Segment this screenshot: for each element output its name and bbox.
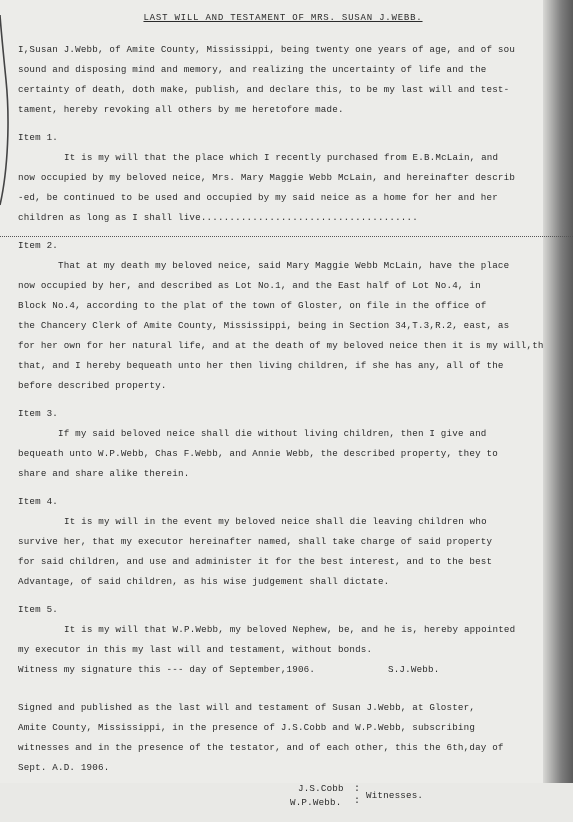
item-line: Block No.4, according to the plat of the town of Gloster, on file in the office of xyxy=(18,300,487,311)
item-5 xyxy=(18,600,548,660)
item-line: It is my will that the place which I recently purchased from E.B.McLain, and xyxy=(64,152,499,163)
witness-bracket: : : xyxy=(354,784,361,807)
attestation-line: witnesses and in the presence of the testator, and of each other, this the 6th,day of xyxy=(18,742,504,753)
attestation-paragraph xyxy=(18,698,548,778)
item-line: bequeath unto W.P.Webb, Chas F.Webb, and Annie Webb, the described property, they to xyxy=(18,448,498,459)
document-title: LAST WILL AND TESTAMENT OF MRS. SUSAN J.WEBB. xyxy=(143,13,423,23)
will-text xyxy=(18,8,548,822)
intro-line: sound and disposing mind and memory, and realizing the uncertainty of life and the xyxy=(18,64,487,75)
item-line: survive her, that my executor hereinafter named, shall take charge of said property xyxy=(18,536,493,547)
testator-signature: S.J.Webb. xyxy=(388,664,440,675)
item-line: my executor in this my last will and testament, without bonds. xyxy=(18,644,373,655)
item-line: That at my death my beloved neice, said Mary Maggie Webb McLain, have the place xyxy=(58,260,510,271)
item-heading: Item 1. xyxy=(18,132,58,143)
witness-name: W.P.Webb. xyxy=(290,797,342,808)
item-3 xyxy=(18,404,548,484)
witness-signature-line xyxy=(18,660,548,680)
item-line: It is my will that W.P.Webb, my beloved Nephew, be, and he is, hereby appointed xyxy=(64,624,516,635)
witness-line: Witness my signature this --- day of September,1906. xyxy=(18,664,316,675)
item-line: for her own for her natural life, and at the death of my beloved neice then it is my will,th xyxy=(18,340,544,351)
intro-line: certainty of death, doth make, publish, and declare this, to be my last will and test- xyxy=(18,84,510,95)
item-line: Advantage, of said children, as his wise judgement shall dictate. xyxy=(18,576,390,587)
attestation-line: Signed and published as the last will and testament of Susan J.Webb, at Gloster, xyxy=(18,702,476,713)
item-line: It is my will in the event my beloved neice shall die leaving children who xyxy=(64,516,487,527)
item-line: now occupied by my beloved neice, Mrs. Mary Maggie Webb McLain, and hereinafter describ xyxy=(18,172,516,183)
item-heading: Item 5. xyxy=(18,604,58,615)
item-1 xyxy=(18,128,548,228)
intro-line: tament, hereby revoking all others by me heretofore made. xyxy=(18,104,344,115)
witness-name: J.S.Cobb xyxy=(298,783,344,794)
item-line: now occupied by her, and described as Lot No.1, and the East half of Lot No.4, in xyxy=(18,280,481,291)
item-heading: Item 3. xyxy=(18,408,58,419)
item-line: for said children, and use and administer it for the best interest, and to the best xyxy=(18,556,493,567)
intro-paragraph xyxy=(18,40,548,120)
item-line: that, and I hereby bequeath unto her then living children, if she has any, all of the xyxy=(18,360,504,371)
intro-line: I,Susan J.Webb, of Amite County, Mississippi, being twenty one years of age, and of sou xyxy=(18,44,516,55)
item-2 xyxy=(18,236,548,396)
witnesses-label: Witnesses. xyxy=(366,790,424,801)
attestation-line: Amite County, Mississippi, in the presence of J.S.Cobb and W.P.Webb, subscribing xyxy=(18,722,476,733)
item-line: If my said beloved neice shall die without living children, then I give and xyxy=(58,428,487,439)
item-line: the Chancery Clerk of Amite County, Mississippi, being in Section 34,T.3,R.2, east, as xyxy=(18,320,510,331)
item-line: share and share alike therein. xyxy=(18,468,190,479)
item-heading: Item 4. xyxy=(18,496,58,507)
attestation-line: Sept. A.D. 1906. xyxy=(18,762,110,773)
item-4 xyxy=(18,492,548,592)
item-line: before described property. xyxy=(18,380,167,391)
item-heading: Item 2. xyxy=(18,240,58,251)
item-line: children as long as I shall live...................................... xyxy=(18,212,418,223)
witness-block xyxy=(18,782,548,822)
item-line: -ed, be continued to be used and occupied by my said neice as a home for her and her xyxy=(18,192,498,203)
